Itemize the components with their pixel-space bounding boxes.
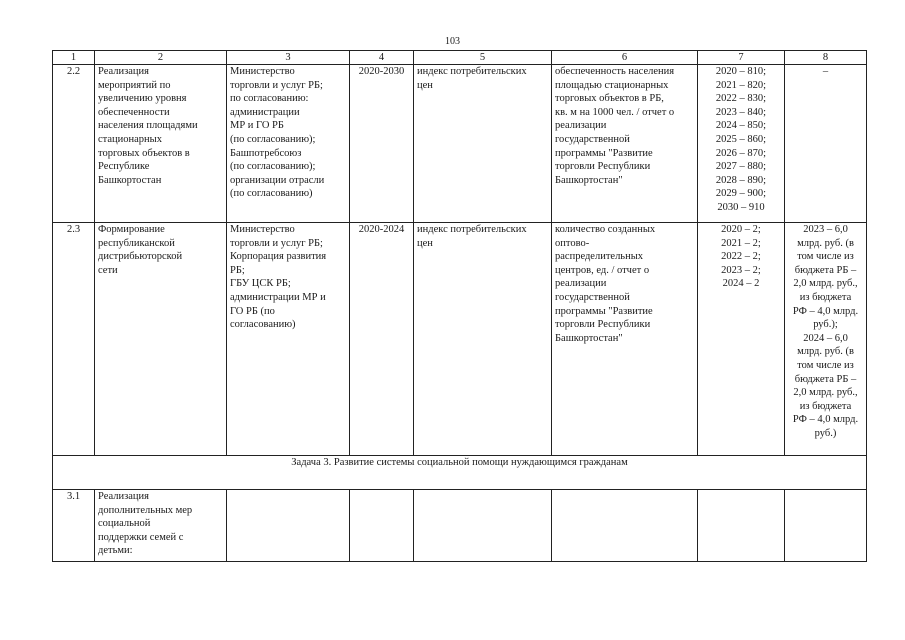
cell-line: торговли Республики bbox=[555, 319, 651, 331]
target-cell bbox=[552, 65, 698, 223]
cell-line: Министерство bbox=[230, 224, 295, 235]
cell-line: площадью стационарных bbox=[555, 79, 669, 91]
cell-line: 2024 – 2 bbox=[722, 278, 760, 290]
cell-line: детьми: bbox=[98, 545, 133, 557]
cell-line: по согласованию: bbox=[230, 93, 309, 105]
cell-line: (по согласованию); bbox=[230, 133, 316, 145]
cell-line: том числе из bbox=[797, 251, 854, 263]
cell-line: торговли и услуг РБ; bbox=[230, 79, 323, 91]
program-table bbox=[52, 50, 867, 562]
cell-line: программы "Развитие bbox=[555, 305, 653, 317]
cell-line: дистрибьюторской bbox=[98, 251, 183, 263]
cell-line: государственной bbox=[555, 133, 630, 145]
cell-line: (по согласованию); bbox=[230, 161, 316, 173]
column-header: 1 bbox=[53, 51, 95, 65]
cell-line: ГО РБ (по bbox=[230, 305, 275, 317]
table-row bbox=[53, 65, 867, 223]
column-header: 2 bbox=[95, 51, 227, 65]
cell-line: бюджета РБ – bbox=[794, 264, 857, 276]
empty-cell bbox=[552, 490, 698, 562]
cell-line: индекс потребительских bbox=[417, 224, 527, 235]
cell-line: 2023 – 840; bbox=[715, 106, 767, 118]
measure-title bbox=[95, 490, 227, 562]
column-header: 4 bbox=[350, 51, 414, 65]
cell-line: республиканской bbox=[98, 237, 175, 249]
cell-line: обеспеченности bbox=[98, 106, 170, 118]
cell-line: 2027 – 880; bbox=[715, 161, 767, 173]
cell-line: 2,0 млрд. руб., bbox=[793, 278, 858, 290]
cell-line: (по согласованию) bbox=[230, 188, 313, 200]
cell-line: РФ – 4,0 млрд. bbox=[792, 305, 859, 317]
cell-line: 2020 – 810; bbox=[715, 66, 767, 77]
cell-line: 2029 – 900; bbox=[715, 188, 767, 200]
measure-title bbox=[95, 223, 227, 456]
cell-line: мероприятий по bbox=[98, 79, 171, 91]
cell-line: из бюджета bbox=[799, 400, 852, 412]
cell-line: 2024 – 6,0 bbox=[803, 332, 848, 344]
cell-line: оптово- bbox=[555, 237, 590, 249]
cell-line: Министерство bbox=[230, 66, 295, 77]
cell-line: кв. м на 1000 чел. / отчет о bbox=[555, 106, 675, 118]
row-number: 2.2 bbox=[53, 65, 95, 223]
cell-line: ГБУ ЦСК РБ; bbox=[230, 278, 291, 290]
cell-line: том числе из bbox=[797, 359, 854, 371]
column-header: 6 bbox=[552, 51, 698, 65]
cell-line: центров, ед. / отчет о bbox=[555, 264, 650, 276]
cell-line: из бюджета bbox=[799, 291, 852, 303]
cell-line: индекс потребительских bbox=[417, 66, 527, 77]
cell-line: 2023 – 2; bbox=[721, 264, 761, 276]
cell-line: обеспеченность населения bbox=[555, 66, 675, 77]
funding-cell bbox=[785, 65, 867, 223]
cell-line: Башкортостан bbox=[98, 174, 162, 186]
cell-line: Корпорация развития bbox=[230, 251, 327, 263]
cell-line: бюджета РБ – bbox=[794, 373, 857, 385]
cell-line: РФ – 4,0 млрд. bbox=[792, 414, 859, 426]
cell-line: 2022 – 830; bbox=[715, 93, 767, 105]
cell-line: администрации bbox=[230, 106, 300, 118]
cell-line: сети bbox=[98, 264, 118, 276]
cell-line: торговых объектов в bbox=[98, 147, 190, 159]
column-header: 5 bbox=[414, 51, 552, 65]
cell-line: руб.); bbox=[813, 319, 838, 331]
cell-line: организации отрасли bbox=[230, 174, 325, 186]
period-cell: 2020-2024 bbox=[350, 223, 414, 456]
cell-line: количество созданных bbox=[555, 224, 656, 235]
cell-line: торговли Республики bbox=[555, 161, 651, 173]
cell-line: МР и ГО РБ bbox=[230, 120, 284, 132]
cell-line: 2,0 млрд. руб., bbox=[793, 387, 858, 399]
period-cell: 2020-2030 bbox=[350, 65, 414, 223]
cell-line: 2020 – 2; bbox=[721, 224, 761, 235]
cell-line: согласованию) bbox=[230, 319, 296, 331]
empty-cell bbox=[350, 490, 414, 562]
cell-line: 2030 – 910 bbox=[717, 201, 765, 213]
task-header: Задача 3. Развитие системы социальной помощи нуждающимся гражданам bbox=[53, 456, 867, 490]
cell-line: распределительных bbox=[555, 251, 644, 263]
cell-line: руб.) bbox=[814, 427, 837, 439]
cell-line: Башпотребсоюз bbox=[230, 147, 302, 159]
row-number: 3.1 bbox=[53, 490, 95, 562]
table-row bbox=[53, 490, 867, 562]
indicator-cell bbox=[414, 65, 552, 223]
cell-line: Формирование bbox=[98, 224, 165, 235]
empty-cell bbox=[414, 490, 552, 562]
cell-line: цен bbox=[417, 79, 433, 91]
cell-line: млрд. руб. (в bbox=[797, 346, 854, 358]
cell-line: Республике bbox=[98, 161, 150, 173]
empty-cell bbox=[227, 490, 350, 562]
page-number: 103 bbox=[445, 36, 460, 47]
cell-line: стационарных bbox=[98, 133, 162, 145]
cell-line: торговли и услуг РБ; bbox=[230, 237, 323, 249]
cell-line: торговых объектов в РБ, bbox=[555, 93, 664, 105]
cell-line: социальной bbox=[98, 518, 151, 530]
funding-cell bbox=[785, 223, 867, 456]
header-row bbox=[53, 51, 867, 65]
executors-cell bbox=[227, 223, 350, 456]
cell-line: 2023 – 6,0 bbox=[803, 224, 848, 235]
target-cell bbox=[552, 223, 698, 456]
cell-line: населения площадями bbox=[98, 120, 198, 132]
cell-line: 2021 – 2; bbox=[721, 237, 761, 249]
cell-line: 2028 – 890; bbox=[715, 174, 767, 186]
values-cell bbox=[698, 65, 785, 223]
executors-cell bbox=[227, 65, 350, 223]
cell-line: 2024 – 850; bbox=[715, 120, 767, 132]
cell-line: – bbox=[822, 66, 829, 77]
cell-line: администрации МР и bbox=[230, 291, 326, 303]
column-header: 8 bbox=[785, 51, 867, 65]
cell-line: цен bbox=[417, 237, 433, 249]
task-row bbox=[53, 456, 867, 490]
cell-line: реализации bbox=[555, 278, 607, 290]
cell-line: программы "Развитие bbox=[555, 147, 653, 159]
cell-line: дополнительных мер bbox=[98, 504, 193, 516]
row-number: 2.3 bbox=[53, 223, 95, 456]
cell-line: 2025 – 860; bbox=[715, 133, 767, 145]
indicator-cell bbox=[414, 223, 552, 456]
cell-line: поддержки семей с bbox=[98, 531, 184, 543]
cell-line: 2022 – 2; bbox=[721, 251, 761, 263]
cell-line: млрд. руб. (в bbox=[797, 237, 854, 249]
column-header: 7 bbox=[698, 51, 785, 65]
cell-line: увеличению уровня bbox=[98, 93, 187, 105]
cell-line: РБ; bbox=[230, 264, 245, 276]
empty-cell bbox=[785, 490, 867, 562]
cell-line: государственной bbox=[555, 291, 630, 303]
empty-cell bbox=[698, 490, 785, 562]
cell-line: Реализация bbox=[98, 66, 149, 77]
cell-line: Реализация bbox=[98, 491, 149, 502]
cell-line: Башкортостан" bbox=[555, 332, 623, 344]
cell-line: Башкортостан" bbox=[555, 174, 623, 186]
column-header: 3 bbox=[227, 51, 350, 65]
values-cell bbox=[698, 223, 785, 456]
table-row bbox=[53, 223, 867, 456]
cell-line: 2026 – 870; bbox=[715, 147, 767, 159]
cell-line: 2021 – 820; bbox=[715, 79, 767, 91]
measure-title bbox=[95, 65, 227, 223]
cell-line: реализации bbox=[555, 120, 607, 132]
